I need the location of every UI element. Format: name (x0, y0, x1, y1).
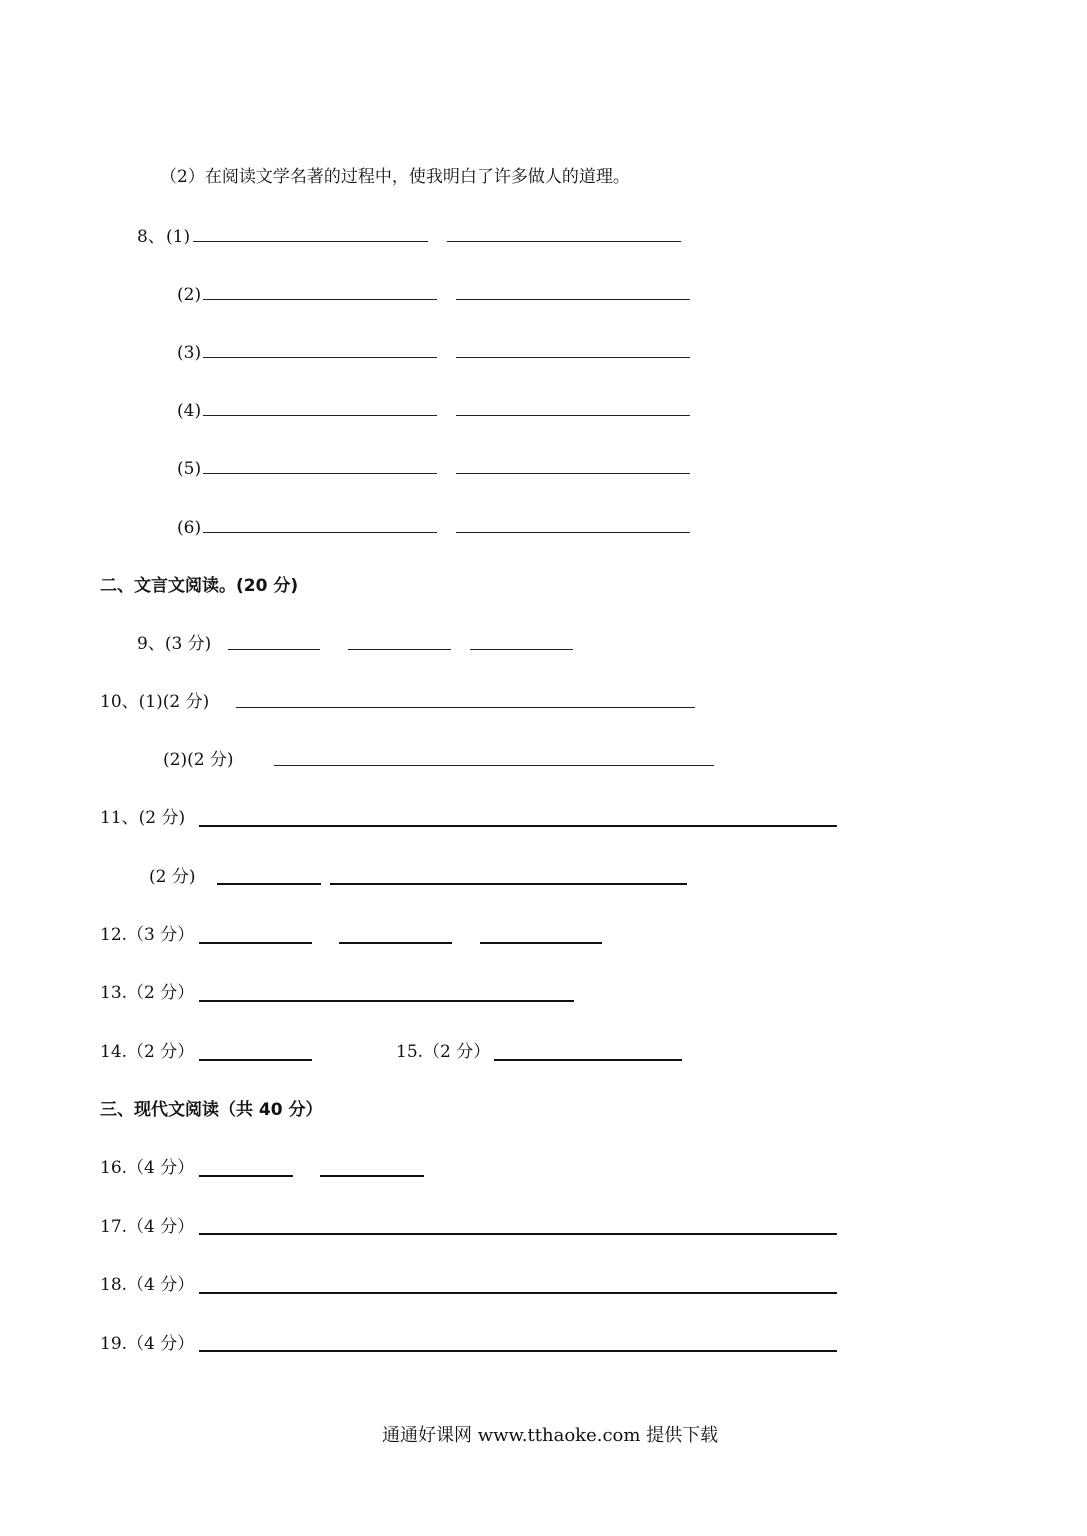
question-16-blank-2[interactable] (320, 1175, 424, 1177)
section-3-heading: 三、现代文阅读（共 40 分） (100, 1100, 323, 1120)
question-10-part-2-label: (2)(2 分) (163, 750, 234, 770)
question-18-blank[interactable] (199, 1292, 837, 1294)
question-8-number: 8、 (137, 227, 165, 247)
question-13-blank[interactable] (199, 1000, 574, 1002)
question-15-blank[interactable] (494, 1059, 682, 1061)
question-8-item-6-blank-a[interactable] (203, 532, 437, 533)
question-8-item-4-label: (4) (177, 401, 202, 421)
question-12-label: 12.（3 分） (100, 925, 195, 945)
question-12-blank-3[interactable] (480, 942, 602, 944)
question-10-part-1-blank[interactable] (236, 707, 695, 708)
question-8-item-1-blank-b[interactable] (447, 241, 681, 242)
question-9-label: 9、(3 分) (137, 634, 212, 654)
question-11-sub-blank-1[interactable] (217, 883, 321, 885)
question-16-blank-1[interactable] (199, 1175, 293, 1177)
question-17-label: 17.（4 分） (100, 1217, 195, 1237)
question-8-item-6-blank-b[interactable] (456, 532, 690, 533)
question-12-blank-2[interactable] (339, 942, 452, 944)
question-8-item-4-blank-b[interactable] (456, 415, 690, 416)
question-10-part-1-label: 10、(1)(2 分) (100, 692, 210, 712)
question-19-label: 19.（4 分） (100, 1334, 195, 1354)
question-8-item-2-label: (2) (177, 285, 202, 305)
question-17-blank[interactable] (199, 1233, 837, 1235)
question-19-blank[interactable] (199, 1350, 837, 1352)
question-8-item-3-blank-b[interactable] (456, 357, 690, 358)
question-13-label: 13.（2 分） (100, 983, 195, 1003)
question-10-part-2-blank[interactable] (274, 765, 714, 766)
question-8-item-1-blank-a[interactable] (193, 241, 428, 242)
question-14-blank[interactable] (199, 1059, 312, 1061)
question-8-item-5-blank-a[interactable] (203, 473, 437, 474)
section-2-heading: 二、文言文阅读。(20 分) (100, 576, 299, 596)
question-12-blank-1[interactable] (199, 942, 312, 944)
question-8-item-4-blank-a[interactable] (203, 415, 437, 416)
question-8-item-6-label: (6) (177, 518, 202, 538)
question-8-item-3-label: (3) (177, 343, 202, 363)
answer-sentence-2: （2）在阅读文学名著的过程中，使我明白了许多做人的道理。 (160, 167, 630, 187)
question-11-label: 11、(2 分) (100, 808, 186, 828)
question-9-blank-2[interactable] (348, 649, 451, 650)
question-9-blank-1[interactable] (228, 649, 320, 650)
question-8-item-5-label: (5) (177, 459, 202, 479)
question-8-item-1-label: (1) (166, 227, 191, 247)
question-9-blank-3[interactable] (470, 649, 573, 650)
page-footer: 通通好课网 www.tthaoke.com 提供下载 (382, 1425, 719, 1446)
question-8-item-2-blank-a[interactable] (203, 299, 437, 300)
question-14-label: 14.（2 分） (100, 1042, 195, 1062)
question-15-label: 15.（2 分） (396, 1042, 491, 1062)
question-16-label: 16.（4 分） (100, 1158, 195, 1178)
question-11-sub-label: (2 分) (149, 867, 196, 887)
question-8-item-3-blank-a[interactable] (203, 357, 437, 358)
question-8-item-5-blank-b[interactable] (456, 473, 690, 474)
question-11-blank[interactable] (199, 825, 837, 827)
question-18-label: 18.（4 分） (100, 1275, 195, 1295)
question-11-sub-blank-2[interactable] (330, 883, 687, 885)
question-8-item-2-blank-b[interactable] (456, 299, 690, 300)
